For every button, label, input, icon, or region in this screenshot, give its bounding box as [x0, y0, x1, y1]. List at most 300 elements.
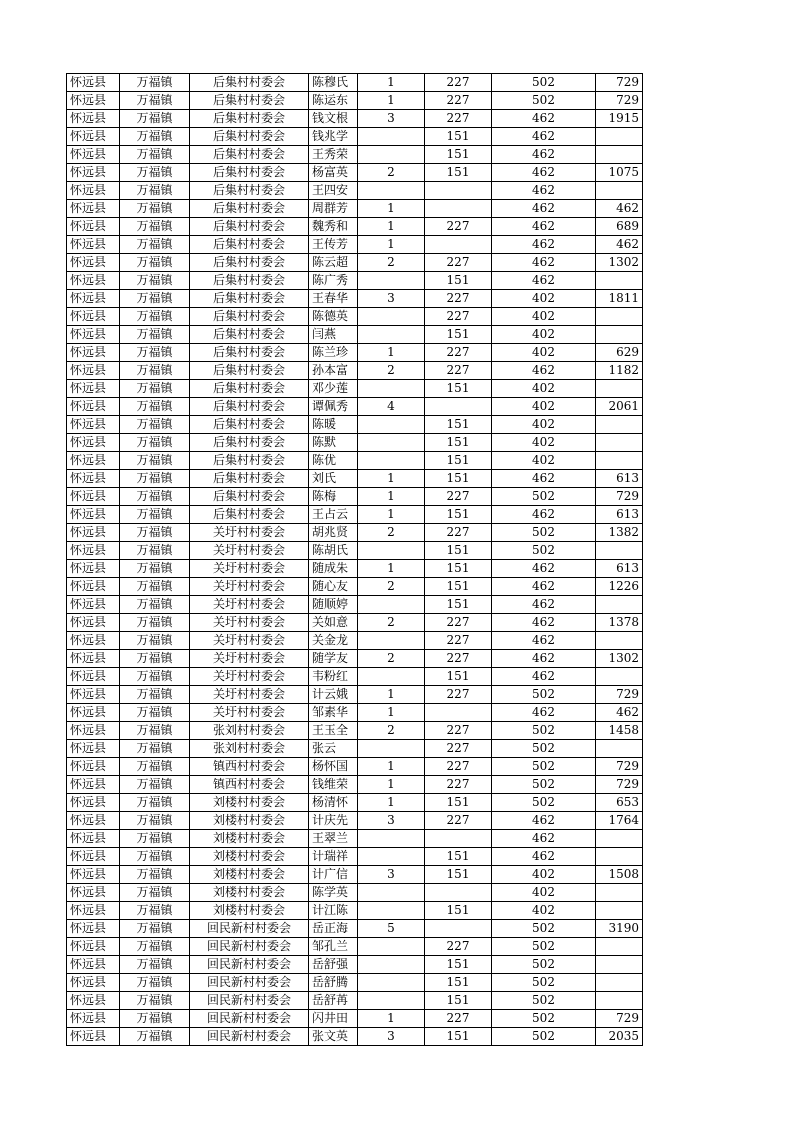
- name-cell: 随学友: [309, 650, 358, 668]
- amount-a-cell: [425, 200, 492, 218]
- village-committee-cell: 后集村村委会: [190, 470, 309, 488]
- county-cell: 怀远县: [67, 830, 120, 848]
- village-committee-cell: 镇西村村委会: [190, 758, 309, 776]
- amount-a-cell: 151: [425, 164, 492, 182]
- amount-b-cell: 502: [492, 956, 596, 974]
- county-cell: 怀远县: [67, 272, 120, 290]
- count-cell: 1: [358, 236, 425, 254]
- county-cell: 怀远县: [67, 704, 120, 722]
- name-cell: 关金龙: [309, 632, 358, 650]
- count-cell: [358, 902, 425, 920]
- name-cell: 陈云超: [309, 254, 358, 272]
- count-cell: [358, 740, 425, 758]
- town-cell: 万福镇: [120, 254, 190, 272]
- name-cell: 魏秀和: [309, 218, 358, 236]
- total-cell: [596, 542, 643, 560]
- amount-a-cell: 227: [425, 308, 492, 326]
- total-cell: [596, 992, 643, 1010]
- table-row: [67, 218, 643, 236]
- table-row: [67, 884, 643, 902]
- town-cell: 万福镇: [120, 866, 190, 884]
- name-cell: 岳舒腾: [309, 974, 358, 992]
- count-cell: 2: [358, 722, 425, 740]
- total-cell: 1302: [596, 650, 643, 668]
- name-cell: 陈默: [309, 434, 358, 452]
- amount-a-cell: 151: [425, 974, 492, 992]
- amount-b-cell: 502: [492, 920, 596, 938]
- amount-b-cell: 502: [492, 974, 596, 992]
- name-cell: 计云娥: [309, 686, 358, 704]
- amount-b-cell: 462: [492, 470, 596, 488]
- count-cell: [358, 632, 425, 650]
- table-row: [67, 596, 643, 614]
- county-cell: 怀远县: [67, 362, 120, 380]
- name-cell: 岳正海: [309, 920, 358, 938]
- amount-b-cell: 402: [492, 866, 596, 884]
- table-row: [67, 704, 643, 722]
- name-cell: 邓少莲: [309, 380, 358, 398]
- village-committee-cell: 后集村村委会: [190, 218, 309, 236]
- county-cell: 怀远县: [67, 380, 120, 398]
- total-cell: 1378: [596, 614, 643, 632]
- county-cell: 怀远县: [67, 506, 120, 524]
- village-committee-cell: 镇西村村委会: [190, 776, 309, 794]
- amount-a-cell: [425, 398, 492, 416]
- village-committee-cell: 关圩村村委会: [190, 704, 309, 722]
- amount-a-cell: 151: [425, 794, 492, 812]
- total-cell: [596, 668, 643, 686]
- amount-b-cell: 462: [492, 848, 596, 866]
- name-cell: 计瑞祥: [309, 848, 358, 866]
- town-cell: 万福镇: [120, 236, 190, 254]
- count-cell: 1: [358, 560, 425, 578]
- total-cell: 729: [596, 776, 643, 794]
- town-cell: 万福镇: [120, 956, 190, 974]
- town-cell: 万福镇: [120, 578, 190, 596]
- county-cell: 怀远县: [67, 74, 120, 92]
- county-cell: 怀远县: [67, 956, 120, 974]
- table-row: [67, 398, 643, 416]
- town-cell: 万福镇: [120, 92, 190, 110]
- amount-b-cell: 402: [492, 902, 596, 920]
- name-cell: 陈梅: [309, 488, 358, 506]
- amount-b-cell: 462: [492, 200, 596, 218]
- amount-b-cell: 502: [492, 488, 596, 506]
- town-cell: 万福镇: [120, 848, 190, 866]
- amount-b-cell: 462: [492, 110, 596, 128]
- county-cell: 怀远县: [67, 722, 120, 740]
- village-committee-cell: 后集村村委会: [190, 74, 309, 92]
- county-cell: 怀远县: [67, 992, 120, 1010]
- county-cell: 怀远县: [67, 128, 120, 146]
- count-cell: 2: [358, 362, 425, 380]
- name-cell: 王秀荣: [309, 146, 358, 164]
- table-row: [67, 524, 643, 542]
- table-row: [67, 236, 643, 254]
- records-table: [66, 73, 643, 1046]
- county-cell: 怀远县: [67, 812, 120, 830]
- total-cell: [596, 128, 643, 146]
- table-row: [67, 830, 643, 848]
- village-committee-cell: 后集村村委会: [190, 434, 309, 452]
- town-cell: 万福镇: [120, 434, 190, 452]
- county-cell: 怀远县: [67, 740, 120, 758]
- table-row: [67, 560, 643, 578]
- amount-a-cell: 151: [425, 416, 492, 434]
- village-committee-cell: 后集村村委会: [190, 488, 309, 506]
- amount-b-cell: 462: [492, 362, 596, 380]
- town-cell: 万福镇: [120, 830, 190, 848]
- count-cell: 3: [358, 866, 425, 884]
- county-cell: 怀远县: [67, 542, 120, 560]
- total-cell: [596, 596, 643, 614]
- village-committee-cell: 回民新村村委会: [190, 920, 309, 938]
- town-cell: 万福镇: [120, 560, 190, 578]
- village-committee-cell: 关圩村村委会: [190, 650, 309, 668]
- amount-b-cell: 502: [492, 92, 596, 110]
- name-cell: 岳舒苒: [309, 992, 358, 1010]
- town-cell: 万福镇: [120, 128, 190, 146]
- name-cell: 陈运东: [309, 92, 358, 110]
- table-row: [67, 470, 643, 488]
- village-committee-cell: 后集村村委会: [190, 452, 309, 470]
- amount-b-cell: 462: [492, 650, 596, 668]
- village-committee-cell: 后集村村委会: [190, 128, 309, 146]
- table-row: [67, 380, 643, 398]
- total-cell: 1075: [596, 164, 643, 182]
- total-cell: [596, 740, 643, 758]
- table-row: [67, 272, 643, 290]
- village-committee-cell: 回民新村村委会: [190, 938, 309, 956]
- village-committee-cell: 后集村村委会: [190, 380, 309, 398]
- amount-b-cell: 502: [492, 776, 596, 794]
- amount-a-cell: 151: [425, 668, 492, 686]
- count-cell: [358, 182, 425, 200]
- town-cell: 万福镇: [120, 776, 190, 794]
- amount-b-cell: 502: [492, 686, 596, 704]
- total-cell: 729: [596, 92, 643, 110]
- table-row: [67, 308, 643, 326]
- town-cell: 万福镇: [120, 884, 190, 902]
- count-cell: [358, 992, 425, 1010]
- name-cell: 随心友: [309, 578, 358, 596]
- county-cell: 怀远县: [67, 218, 120, 236]
- amount-a-cell: 227: [425, 524, 492, 542]
- name-cell: 钱维荣: [309, 776, 358, 794]
- county-cell: 怀远县: [67, 1028, 120, 1046]
- village-committee-cell: 关圩村村委会: [190, 632, 309, 650]
- county-cell: 怀远县: [67, 902, 120, 920]
- county-cell: 怀远县: [67, 614, 120, 632]
- table-row: [67, 776, 643, 794]
- county-cell: 怀远县: [67, 560, 120, 578]
- name-cell: 杨清怀: [309, 794, 358, 812]
- village-committee-cell: 张刘村村委会: [190, 740, 309, 758]
- total-cell: 729: [596, 686, 643, 704]
- total-cell: [596, 884, 643, 902]
- table-row: [67, 668, 643, 686]
- village-committee-cell: 回民新村村委会: [190, 974, 309, 992]
- amount-b-cell: 402: [492, 416, 596, 434]
- county-cell: 怀远县: [67, 92, 120, 110]
- amount-b-cell: 462: [492, 506, 596, 524]
- count-cell: [358, 272, 425, 290]
- table-row: [67, 506, 643, 524]
- county-cell: 怀远县: [67, 524, 120, 542]
- amount-b-cell: 462: [492, 668, 596, 686]
- amount-a-cell: 151: [425, 956, 492, 974]
- total-cell: [596, 902, 643, 920]
- town-cell: 万福镇: [120, 902, 190, 920]
- town-cell: 万福镇: [120, 416, 190, 434]
- town-cell: 万福镇: [120, 758, 190, 776]
- count-cell: [358, 452, 425, 470]
- amount-b-cell: 462: [492, 236, 596, 254]
- amount-a-cell: 151: [425, 848, 492, 866]
- name-cell: 闪井田: [309, 1010, 358, 1028]
- town-cell: 万福镇: [120, 452, 190, 470]
- table-row: [67, 74, 643, 92]
- amount-b-cell: 462: [492, 596, 596, 614]
- total-cell: [596, 146, 643, 164]
- amount-b-cell: 502: [492, 74, 596, 92]
- amount-b-cell: 462: [492, 812, 596, 830]
- name-cell: 随顺婷: [309, 596, 358, 614]
- table-row: [67, 1028, 643, 1046]
- count-cell: 1: [358, 74, 425, 92]
- village-committee-cell: 回民新村村委会: [190, 956, 309, 974]
- town-cell: 万福镇: [120, 668, 190, 686]
- village-committee-cell: 关圩村村委会: [190, 686, 309, 704]
- amount-b-cell: 502: [492, 758, 596, 776]
- table-row: [67, 866, 643, 884]
- total-cell: 1764: [596, 812, 643, 830]
- amount-a-cell: 151: [425, 506, 492, 524]
- amount-a-cell: 151: [425, 470, 492, 488]
- amount-a-cell: 227: [425, 776, 492, 794]
- amount-a-cell: 227: [425, 110, 492, 128]
- village-committee-cell: 关圩村村委会: [190, 542, 309, 560]
- total-cell: [596, 632, 643, 650]
- town-cell: 万福镇: [120, 686, 190, 704]
- total-cell: 1226: [596, 578, 643, 596]
- name-cell: 陈德英: [309, 308, 358, 326]
- table-row: [67, 632, 643, 650]
- amount-b-cell: 462: [492, 182, 596, 200]
- amount-b-cell: 402: [492, 884, 596, 902]
- village-committee-cell: 关圩村村委会: [190, 560, 309, 578]
- village-committee-cell: 回民新村村委会: [190, 992, 309, 1010]
- village-committee-cell: 后集村村委会: [190, 344, 309, 362]
- table-row: [67, 812, 643, 830]
- count-cell: 3: [358, 812, 425, 830]
- amount-b-cell: 462: [492, 632, 596, 650]
- village-committee-cell: 后集村村委会: [190, 236, 309, 254]
- name-cell: 钱兆学: [309, 128, 358, 146]
- village-committee-cell: 关圩村村委会: [190, 668, 309, 686]
- town-cell: 万福镇: [120, 164, 190, 182]
- count-cell: 1: [358, 218, 425, 236]
- name-cell: 杨富英: [309, 164, 358, 182]
- name-cell: 韦粉红: [309, 668, 358, 686]
- town-cell: 万福镇: [120, 488, 190, 506]
- village-committee-cell: 关圩村村委会: [190, 614, 309, 632]
- amount-a-cell: 151: [425, 326, 492, 344]
- table-row: [67, 920, 643, 938]
- table-row: [67, 92, 643, 110]
- town-cell: 万福镇: [120, 1028, 190, 1046]
- name-cell: 王四安: [309, 182, 358, 200]
- amount-b-cell: 462: [492, 272, 596, 290]
- amount-a-cell: 151: [425, 560, 492, 578]
- amount-b-cell: 462: [492, 704, 596, 722]
- county-cell: 怀远县: [67, 146, 120, 164]
- amount-b-cell: 502: [492, 524, 596, 542]
- name-cell: 张文英: [309, 1028, 358, 1046]
- count-cell: [358, 308, 425, 326]
- town-cell: 万福镇: [120, 182, 190, 200]
- village-committee-cell: 关圩村村委会: [190, 524, 309, 542]
- table-row: [67, 722, 643, 740]
- town-cell: 万福镇: [120, 812, 190, 830]
- count-cell: [358, 434, 425, 452]
- total-cell: 629: [596, 344, 643, 362]
- county-cell: 怀远县: [67, 632, 120, 650]
- town-cell: 万福镇: [120, 272, 190, 290]
- count-cell: 1: [358, 758, 425, 776]
- total-cell: 1458: [596, 722, 643, 740]
- total-cell: 613: [596, 506, 643, 524]
- count-cell: [358, 884, 425, 902]
- county-cell: 怀远县: [67, 470, 120, 488]
- village-committee-cell: 刘楼村村委会: [190, 902, 309, 920]
- town-cell: 万福镇: [120, 362, 190, 380]
- town-cell: 万福镇: [120, 308, 190, 326]
- amount-a-cell: 227: [425, 650, 492, 668]
- amount-a-cell: 227: [425, 344, 492, 362]
- name-cell: 王翠兰: [309, 830, 358, 848]
- count-cell: 4: [358, 398, 425, 416]
- count-cell: 1: [358, 200, 425, 218]
- county-cell: 怀远县: [67, 488, 120, 506]
- name-cell: 刘氏: [309, 470, 358, 488]
- amount-b-cell: 502: [492, 542, 596, 560]
- town-cell: 万福镇: [120, 794, 190, 812]
- village-committee-cell: 后集村村委会: [190, 146, 309, 164]
- county-cell: 怀远县: [67, 938, 120, 956]
- county-cell: 怀远县: [67, 308, 120, 326]
- amount-a-cell: 227: [425, 938, 492, 956]
- table-row: [67, 326, 643, 344]
- total-cell: 653: [596, 794, 643, 812]
- amount-a-cell: 227: [425, 290, 492, 308]
- village-committee-cell: 后集村村委会: [190, 164, 309, 182]
- amount-a-cell: 151: [425, 866, 492, 884]
- name-cell: 胡兆贤: [309, 524, 358, 542]
- count-cell: [358, 668, 425, 686]
- town-cell: 万福镇: [120, 704, 190, 722]
- amount-a-cell: [425, 920, 492, 938]
- amount-a-cell: [425, 704, 492, 722]
- total-cell: 3190: [596, 920, 643, 938]
- amount-b-cell: 462: [492, 218, 596, 236]
- total-cell: 613: [596, 470, 643, 488]
- count-cell: 1: [358, 686, 425, 704]
- amount-b-cell: 462: [492, 164, 596, 182]
- amount-b-cell: 502: [492, 722, 596, 740]
- village-committee-cell: 刘楼村村委会: [190, 884, 309, 902]
- town-cell: 万福镇: [120, 632, 190, 650]
- table-row: [67, 488, 643, 506]
- town-cell: 万福镇: [120, 290, 190, 308]
- town-cell: 万福镇: [120, 398, 190, 416]
- name-cell: 张云: [309, 740, 358, 758]
- town-cell: 万福镇: [120, 542, 190, 560]
- count-cell: [358, 416, 425, 434]
- name-cell: 陈广秀: [309, 272, 358, 290]
- amount-b-cell: 462: [492, 578, 596, 596]
- village-committee-cell: 后集村村委会: [190, 416, 309, 434]
- count-cell: [358, 956, 425, 974]
- count-cell: 2: [358, 614, 425, 632]
- amount-b-cell: 402: [492, 326, 596, 344]
- count-cell: 3: [358, 1028, 425, 1046]
- total-cell: [596, 452, 643, 470]
- table-row: [67, 344, 643, 362]
- name-cell: 王传芳: [309, 236, 358, 254]
- table-row: [67, 758, 643, 776]
- amount-b-cell: 502: [492, 740, 596, 758]
- town-cell: 万福镇: [120, 650, 190, 668]
- count-cell: 2: [358, 578, 425, 596]
- town-cell: 万福镇: [120, 110, 190, 128]
- count-cell: 1: [358, 92, 425, 110]
- count-cell: 1: [358, 704, 425, 722]
- town-cell: 万福镇: [120, 920, 190, 938]
- total-cell: [596, 308, 643, 326]
- table-row: [67, 1010, 643, 1028]
- town-cell: 万福镇: [120, 524, 190, 542]
- total-cell: 462: [596, 200, 643, 218]
- total-cell: [596, 326, 643, 344]
- table-row: [67, 416, 643, 434]
- town-cell: 万福镇: [120, 722, 190, 740]
- name-cell: 杨怀国: [309, 758, 358, 776]
- county-cell: 怀远县: [67, 920, 120, 938]
- count-cell: 2: [358, 254, 425, 272]
- county-cell: 怀远县: [67, 686, 120, 704]
- table-row: [67, 650, 643, 668]
- amount-b-cell: 502: [492, 1010, 596, 1028]
- town-cell: 万福镇: [120, 344, 190, 362]
- table-row: [67, 956, 643, 974]
- count-cell: 1: [358, 470, 425, 488]
- total-cell: 1182: [596, 362, 643, 380]
- table-row: [67, 362, 643, 380]
- village-committee-cell: 后集村村委会: [190, 254, 309, 272]
- county-cell: 怀远县: [67, 182, 120, 200]
- count-cell: 1: [358, 488, 425, 506]
- village-committee-cell: 刘楼村村委会: [190, 830, 309, 848]
- county-cell: 怀远县: [67, 596, 120, 614]
- amount-b-cell: 462: [492, 146, 596, 164]
- village-committee-cell: 后集村村委会: [190, 362, 309, 380]
- amount-a-cell: 151: [425, 380, 492, 398]
- amount-b-cell: 462: [492, 128, 596, 146]
- records-table-body: [67, 74, 643, 1046]
- table-row: [67, 740, 643, 758]
- table-row: [67, 902, 643, 920]
